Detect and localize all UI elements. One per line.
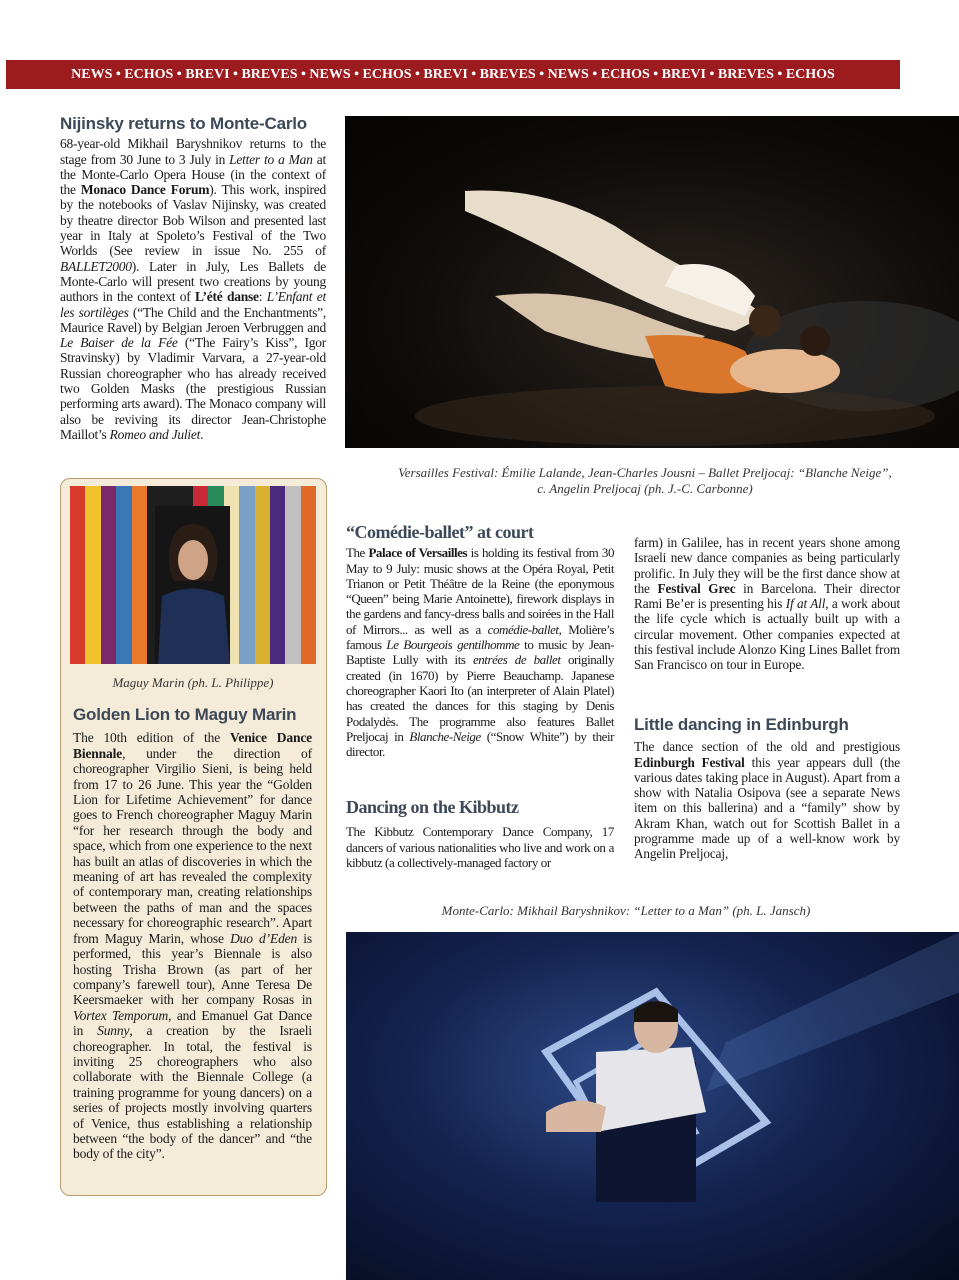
comedie-ballet-title: “Comédie-ballet” at court	[346, 522, 534, 542]
kibbutz-article	[346, 797, 614, 870]
photo-blanche-neige	[345, 116, 959, 448]
kibbutz-title: Dancing on the Kibbutz	[346, 797, 519, 817]
portrait-figure	[70, 486, 316, 664]
photo-letter-to-a-man	[346, 932, 959, 1280]
photo1-caption: Versailles Festival: Émilie Lalande, Jean-Charles Jousni – Ballet Preljocaj: “Blanche Neige”, c. Angelin Preljocaj (ph. J.-C. Carbonne)	[398, 465, 892, 496]
nijinsky-title: Nijinsky returns to Monte-Carlo	[60, 114, 307, 133]
edinburgh-title: Little dancing in Edinburgh	[634, 715, 849, 734]
nijinsky-body: 68-year-old Mikhail Baryshnikov returns to the stage from 30 June to 3 July in Letter to a Man at the Monte-Carlo Opera House (in the context of the Monaco Dance Forum). This work, inspired by the notebooks of Vaslav Nijinsky, was created by theatre director Bob Wilson and presented last year in Italy at Spoleto’s Festival of the Two Worlds (See review in issue No. 255 of BALLET2000). Later in July, Les Ballets de Monte-Carlo will present two creations by young authors in the context of L’été danse: L’Enfant et les sortilèges (“The Child and the Enchantments”, Maurice Ravel) by Belgian Jeroen Verbruggen and Le Baiser de la Fée (“The Fairy’s Kiss”, Igor Stravinsky) by Vladimir Varvara, a 27-year-old Russian choreographer who has already received two Golden Masks (the prestigious Russian performing arts award). The Monaco company will also be reviving its director Jean-Christophe Maillot’s Romeo and Juliet.	[60, 136, 327, 442]
nijinsky-article	[60, 116, 326, 442]
kibbutz-body-part2: farm) in Galilee, has in recent years shone among Israeli new dance companies as being particularly prolific. In July they will be the first dance show at the Festival Grec in Barcelona. Their director Rami Be’er is presenting his If at All, a work about the life cycle which is actually built up with a circular movement. Other companies expected at this festival include Alonzo King Lines Ballet from San Francisco on tour in Europe.	[634, 535, 901, 673]
comedie-ballet-body: The Palace of Versailles is holding its festival from 30 May to 9 July: music shows at the Opéra Royal, Petit Trianon or Petit Théâtre de la Reine (the eponymous “Queen” being Marie Antoinette), firework displays in the gardens and fancy-dress balls and soirées in the Hall of Mirrors... as well as a comédie-ballet, Molière’s famous Le Bourgeois gentilhomme to music by Jean-Baptiste Lully with its entrées de ballet originally created (in 1670) by Pierre Beauchamp. Japanese choreographer Kaori Ito (an interpreter of Alain Platel) has created the dances for this staging by Denis Podalydès. The programme also features Ballet Preljocaj in Blanche-Neige (“Snow White”) by their director.	[346, 545, 614, 760]
kibbutz-body-part1: The Kibbutz Contemporary Dance Company, 17 dancers of various nationalities who live and work on a kibbutz (a collectively-managed factory or	[346, 824, 614, 870]
edinburgh-article	[634, 717, 900, 862]
photo-maguy-marin	[70, 486, 316, 664]
kibbutz-continued	[634, 535, 900, 673]
golden-lion-title: Golden Lion to Maguy Marin	[73, 705, 297, 724]
golden-lion-article	[73, 707, 312, 1162]
comedie-ballet-article	[346, 522, 614, 760]
maguy-marin-caption: Maguy Marin (ph. L. Philippe)	[112, 675, 274, 690]
edinburgh-body: The dance section of the old and prestigious Edinburgh Festival this year appears dull (the various dates taking place in August). Apart from a show with Natalia Osipova (see a separate News item on this ballerina) and a “family” show by Akram Khan, watch out for Scottish Ballet in a programme made up of a well-know work by Angelin Preljocaj,	[634, 739, 900, 862]
photo2-caption: Monte-Carlo: Mikhail Baryshnikov: “Letter to a Man” (ph. L. Jansch)	[441, 903, 811, 918]
section-banner: NEWS • ECHOS • BREVI • BREVES • NEWS • ECHOS • BREVI • BREVES • NEWS • ECHOS • BREVI • BREVES • ECHOS	[6, 60, 900, 89]
baryshnikov-illustration	[346, 932, 959, 1280]
dancers-illustration	[345, 116, 959, 448]
golden-lion-body: The 10th edition of the Venice Dance Biennale, under the direction of choreographer Virgilio Sieni, is being held from 17 to 26 June. This year the “Golden Lion for Lifetime Achievement” for dance goes to French choreographer Maguy Marin “for her research through the body and space, which from one experience to the next has built an atlas of discoveries in which the meaning of art has revealed the complexity of contemporary man, creating relationships between the paths of man and the spaces necessary for choreographic research”. Apart from Maguy Marin, whose Duo d’Eden is performed, this year’s Biennale is also hosting Trisha Brown (as part of her company’s farewell tour), Anne Teresa De Keersmaeker with her company Rosas in Vortex Temporum, and Emanuel Gat Dance in Sunny, a creation by the Israeli choreographer. In total, the festival is inviting 25 choreographers who also collaborate with the Biennale College (a training programme for young dancers) on a series of projects mostly involving quarters of Venice, thus establishing a relationship between “the body of the dancer” and “the body of the city”.	[73, 730, 313, 1162]
